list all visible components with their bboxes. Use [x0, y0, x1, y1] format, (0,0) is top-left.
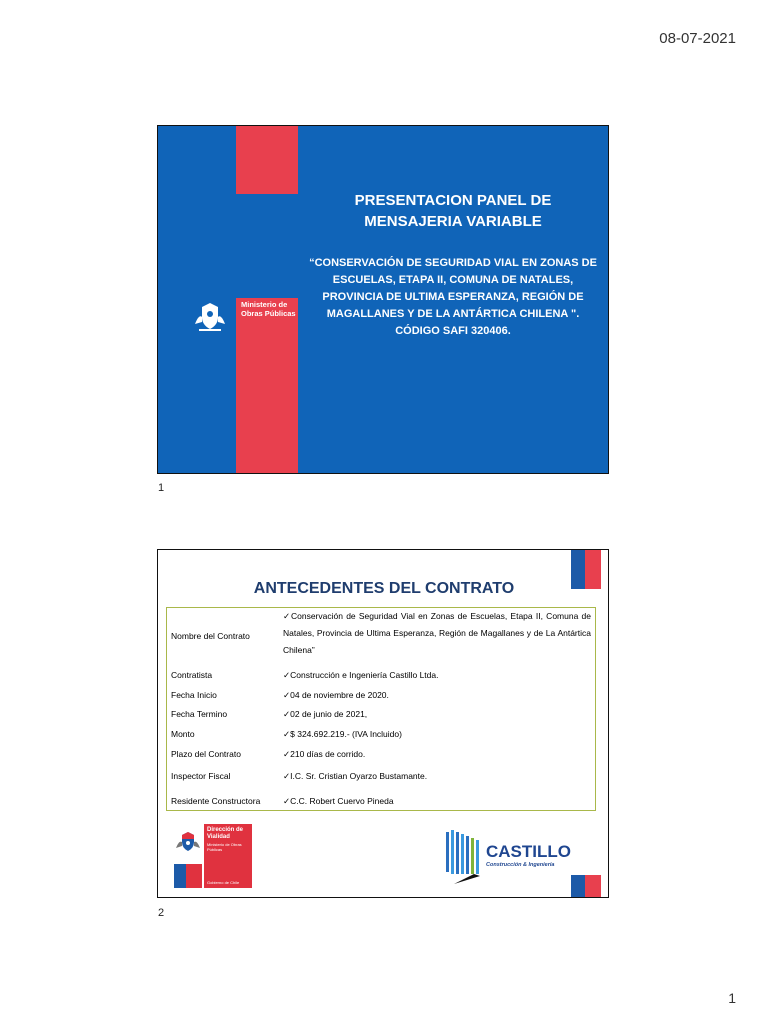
slide-2-title: ANTECEDENTES DEL CONTRATO [253, 580, 515, 597]
row-label: Nombre del Contrato [171, 631, 250, 641]
row-value: ✓02 de junio de 2021, [283, 709, 368, 719]
row-label: Contratista [171, 670, 213, 680]
slide-1-subtitle: “CONSERVACIÓN DE SEGURIDAD VIAL EN ZONAS DE ESCUELAS, ETAPA II, COMUNA DE NATALES, PROVINCIA DE ULTIMA ESPERANZA, REGIÓN DE MAGALLANES Y DE LA ANTÁRTICA CHILENA ". CÓDIGO SAFI 320406. [309, 257, 597, 337]
red-bar-bottom [236, 298, 298, 474]
row-value: ✓I.C. Sr. Cristian Oyarzo Bustamante. [283, 771, 428, 781]
logo-subtitle: Ministerio de Obras Públicas [207, 842, 242, 852]
castillo-logo [444, 828, 574, 886]
row-label: Residente Constructora [171, 796, 261, 806]
ministry-label: Ministerio de Obras Públicas [241, 300, 296, 318]
row-label: Fecha Inicio [171, 690, 217, 700]
slide-2 [157, 549, 609, 898]
chile-coat-of-arms-icon [174, 830, 202, 856]
chile-coat-of-arms-icon [191, 300, 229, 334]
slide-1 [157, 125, 609, 474]
row-value: ✓Conservación de Seguridad Vial en Zonas de Escuelas, Etapa II, Comuna de Natales, Provincia de Ultima Esperanza, Región de Magallanes y de La Antártica Chilena” [283, 611, 591, 655]
logo-title: Dirección de Vialidad [207, 827, 244, 840]
slide-1-title: PRESENTACION PANEL DE MENSAJERIA VARIABLE [354, 192, 552, 230]
red-bar-top [236, 126, 298, 194]
logo-gov: Gobierno de Chile [207, 880, 240, 885]
flag-bottom-decoration [571, 875, 601, 897]
row-value: ✓210 días de corrido. [283, 749, 366, 759]
page-number: 1 [728, 990, 736, 1006]
castillo-tagline: Construcción & Ingeniería [486, 862, 555, 868]
row-value: ✓Construcción e Ingeniería Castillo Ltda. [283, 670, 439, 680]
row-value: ✓$ 324.692.219.- (IVA Incluido) [283, 729, 402, 739]
page-date: 08-07-2021 [659, 30, 736, 47]
direccion-vialidad-logo [172, 824, 252, 888]
row-label: Plazo del Contrato [171, 749, 241, 759]
row-label: Monto [171, 729, 195, 739]
row-value: ✓04 de noviembre de 2020. [283, 690, 389, 700]
contract-table [166, 607, 596, 811]
castillo-name: CASTILLO [486, 842, 571, 861]
row-label: Fecha Termino [171, 709, 228, 719]
slide-2-number: 2 [158, 907, 165, 919]
row-value: ✓C.C. Robert Cuervo Pineda [283, 796, 394, 806]
row-label: Inspector Fiscal [171, 771, 231, 781]
castillo-tower-icon [444, 828, 486, 886]
slide-1-number: 1 [158, 482, 165, 494]
